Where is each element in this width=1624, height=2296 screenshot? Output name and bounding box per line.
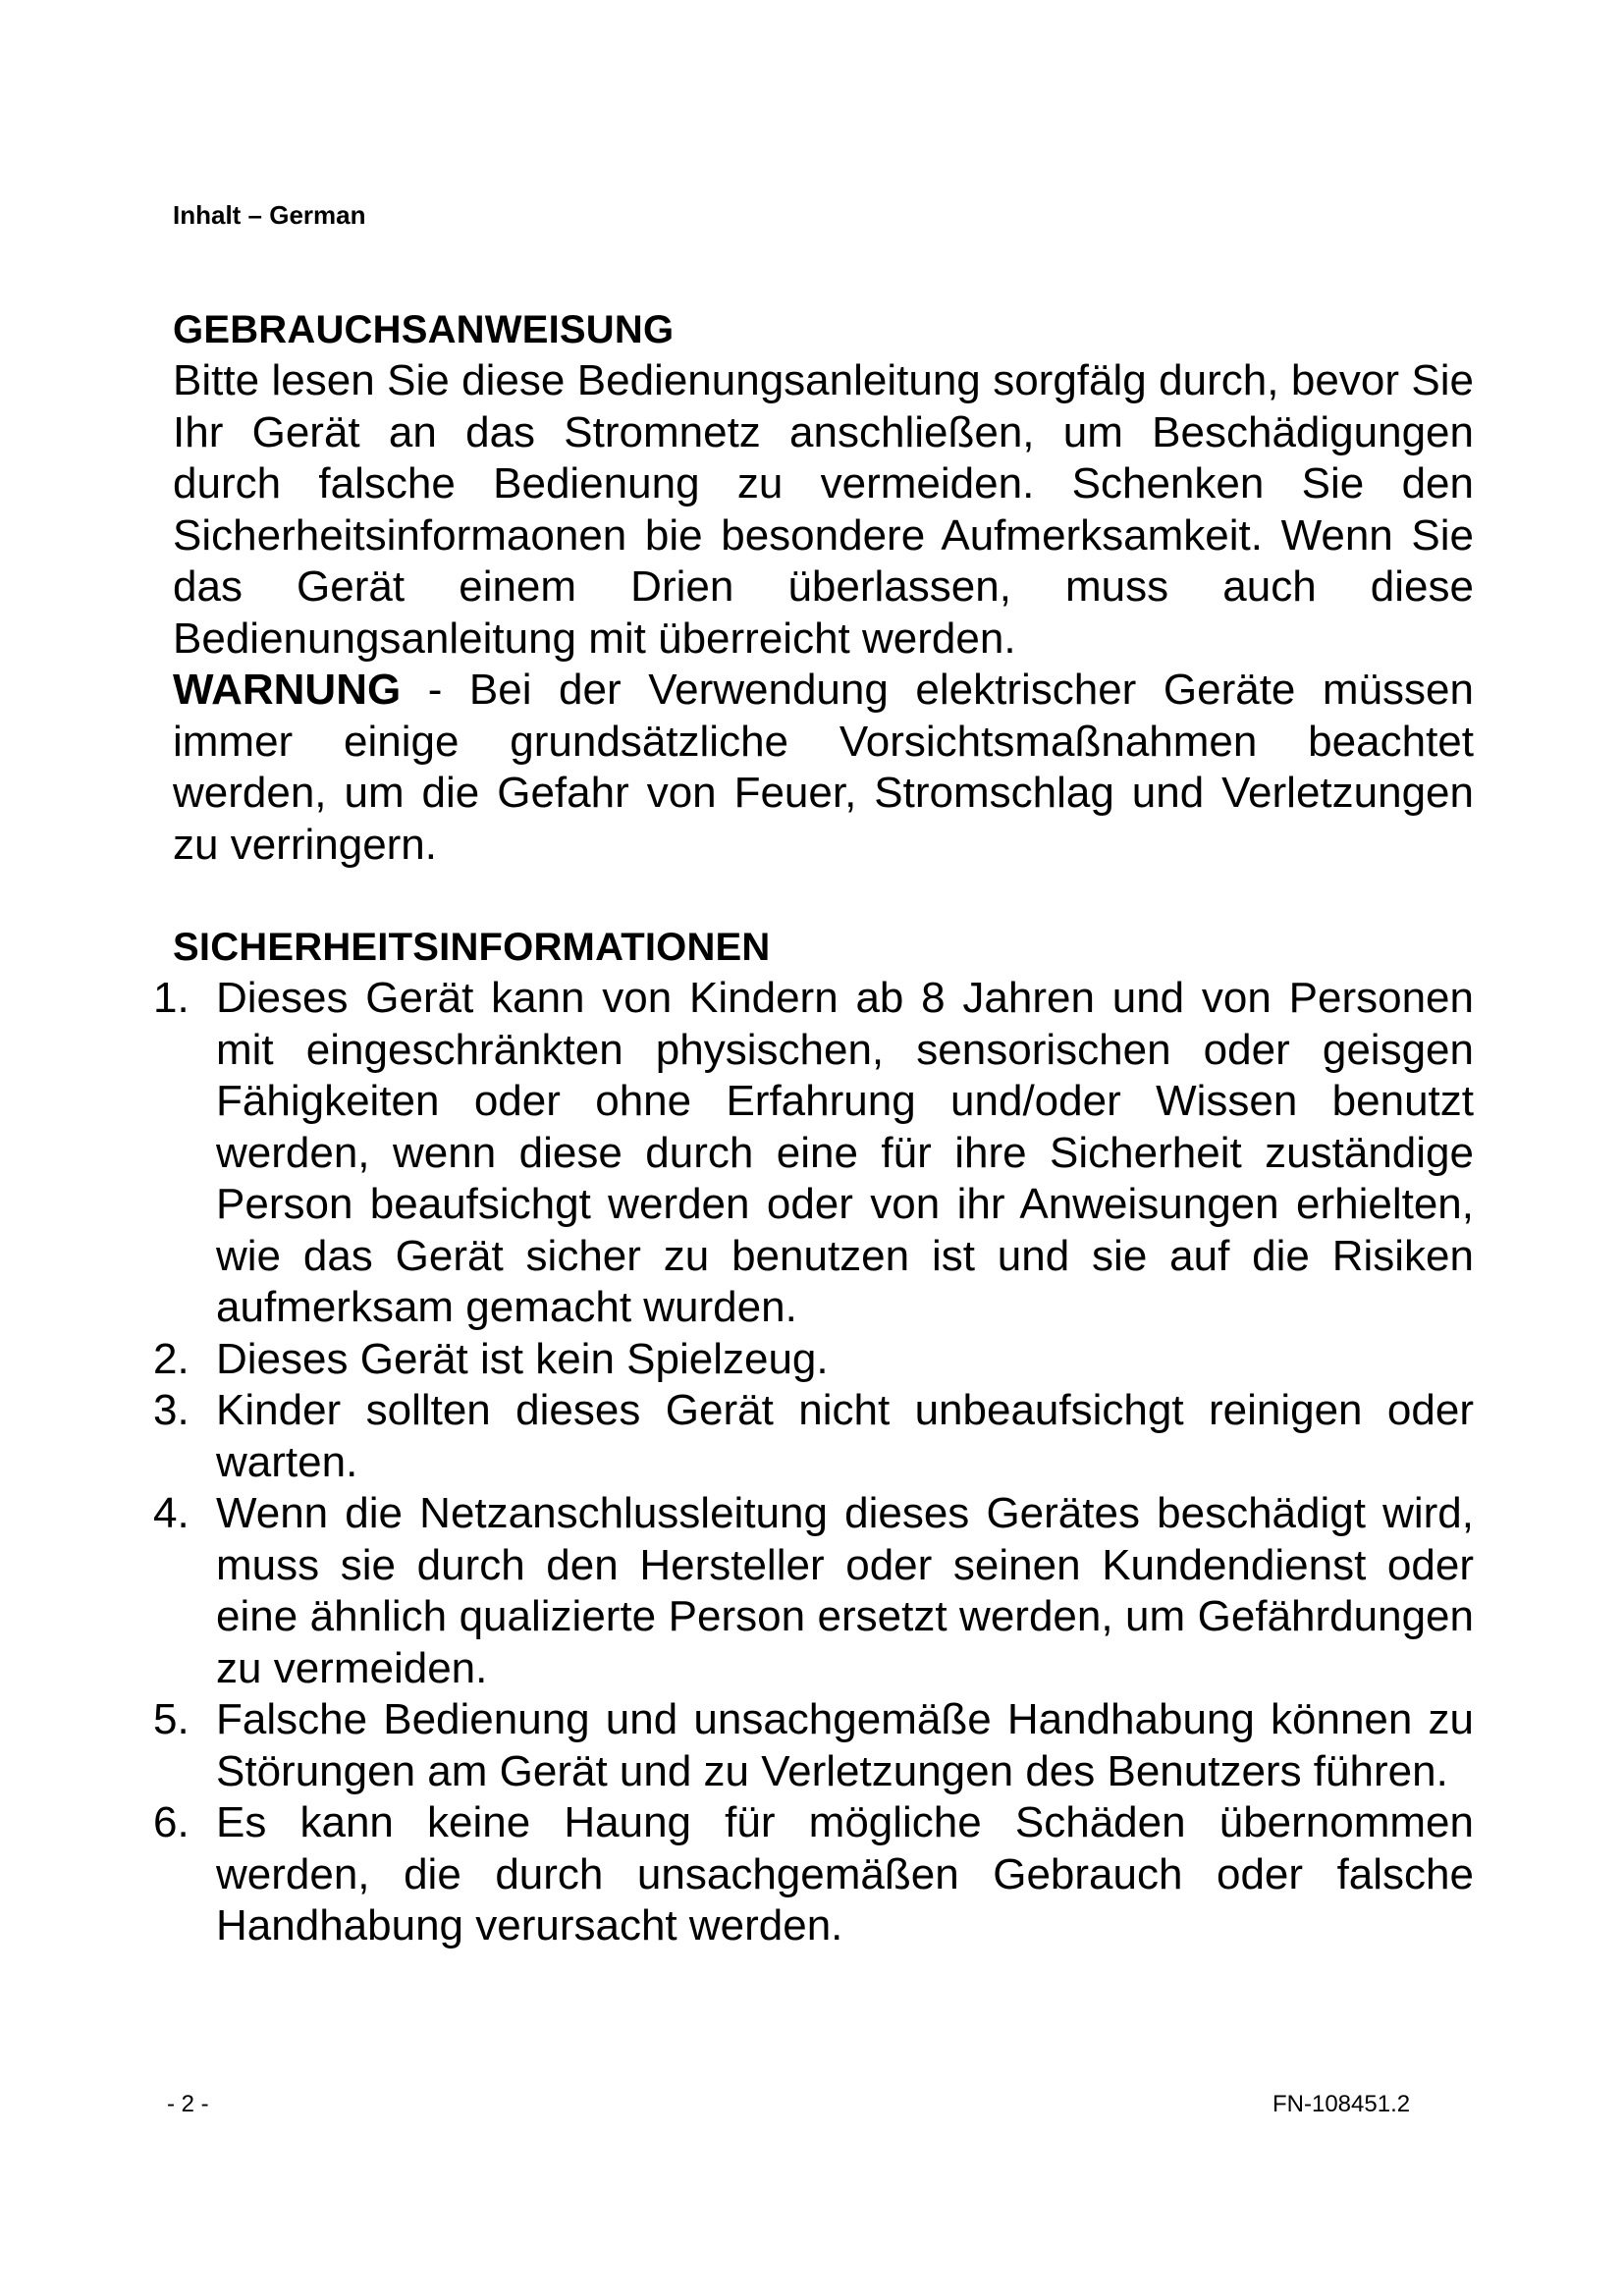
safety-list — [153, 973, 1474, 1952]
list-item-number: 5. — [153, 1695, 189, 1743]
list-item-text: Kinder sollten dieses Gerät nicht unbeaufsichgt reinigen oder warten. — [216, 1386, 1474, 1486]
list-item-number: 3. — [153, 1386, 189, 1434]
page-number: - 2 - — [167, 2091, 209, 2117]
list-item-text: Falsche Bedienung und unsachgemäße Handhabung können zu Störungen am Gerät und zu Verletzungen des Benutzers führen. — [216, 1695, 1474, 1795]
list-item — [153, 973, 1474, 1334]
warning-label: WARNUNG — [173, 666, 402, 714]
list-item — [153, 1488, 1474, 1694]
document-code: FN-108451.2 — [1272, 2091, 1411, 2117]
page-content — [153, 304, 1474, 1952]
list-item-text: Es kann keine Haung für mögliche Schäden übernommen werden, die durch unsachgemäßen Gebrauch oder falsche Handhabung verursacht werden. — [216, 1798, 1474, 1949]
list-item — [153, 1797, 1474, 1952]
warning-paragraph — [173, 665, 1474, 871]
intro-paragraph: Bitte lesen Sie diese Bedienungsanleitung sorgfälg durch, bevor Sie Ihr Gerät an das Stromnetz anschließen, um Beschädigungen durch falsche Bedienung zu vermeiden. Schenken Sie den Sicherheitsinformaonen bie besondere Aufmerksamkeit. Wenn Sie das Gerät einem Drien überlassen, muss auch diese Bedienungsanleitung mit überreicht werden. — [173, 356, 1474, 663]
page-header: Inhalt – German — [173, 200, 366, 230]
section-title-gebrauchsanweisung: GEBRAUCHSANWEISUNG — [173, 308, 675, 351]
section-gap — [173, 871, 1474, 922]
list-item-text: Dieses Gerät kann von Kindern ab 8 Jahren und von Personen mit eingeschränkten physischen, sensorischen oder geisgen Fähigkeiten oder ohne Erfahrung und/oder Wissen benutzt werden, wenn diese durch eine für ihre Sicherheit zuständige Person beaufsichgt werden oder von ihr Anweisungen erhielten, wie das Gerät sicher zu benutzen ist und sie auf die Risiken aufmerksam gemacht wurden. — [216, 974, 1474, 1331]
list-item — [153, 1694, 1474, 1797]
list-item-number: 1. — [153, 974, 189, 1022]
section-title-sicherheitsinformationen: SICHERHEITSINFORMATIONEN — [173, 926, 771, 969]
list-item-number: 4. — [153, 1489, 189, 1537]
list-item — [153, 1334, 1474, 1386]
list-item-text: Dieses Gerät ist kein Spielzeug. — [216, 1334, 829, 1383]
list-item-number: 6. — [153, 1798, 189, 1846]
list-item-text: Wenn die Netzanschlussleitung dieses Gerätes beschädigt wird, muss sie durch den Hersteller oder seinen Kundendienst oder eine ähnlich qualizierte Person ersetzt werden, um Gefährdungen zu vermeiden. — [216, 1489, 1474, 1692]
list-item — [153, 1385, 1474, 1488]
list-item-number: 2. — [153, 1334, 189, 1383]
warning-text: - Bei der Verwendung elektrischer Geräte müssen immer einige grundsätzliche Vorsichtsmaßnahmen beachtet werden, um die Gefahr von Feuer, Stromschlag und Verletzungen zu verringern. — [173, 666, 1474, 869]
